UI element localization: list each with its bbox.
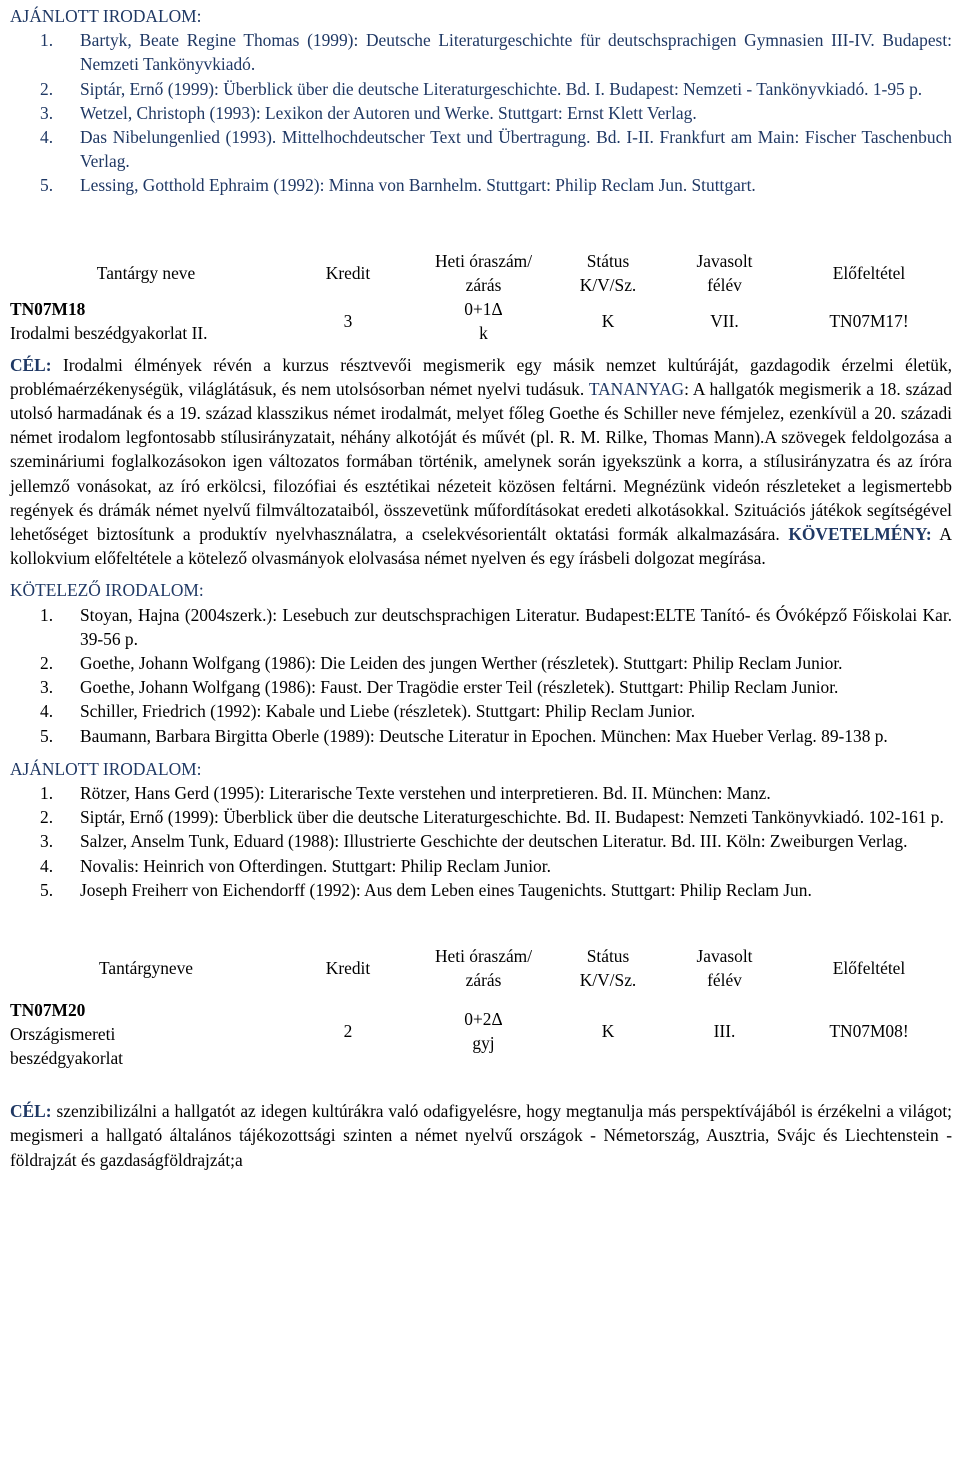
recommended-literature-section-2: [10, 757, 952, 902]
header-semester: Javasolt félév: [696, 250, 753, 295]
requirement-text: A kollokvium előfeltétele a kötelező olvasmányok elolvasása német nyelven és egy írásbeli dolgozat megírása.: [10, 524, 952, 569]
header-semester: Javasolt félév: [696, 946, 753, 991]
mandatory-literature-section: [10, 578, 952, 747]
course-name-cell: [10, 297, 282, 345]
content-label: TANANYAG: [588, 378, 685, 399]
reference-item: 3. Wetzel, Christoph (1993): Lexikon der Autoren und Werke. Stuttgart: Ernst Klett Verlag.: [40, 102, 697, 123]
recommended-literature-section-1: [10, 4, 952, 198]
header-status: Státus K/V/Sz.: [579, 250, 637, 295]
course-table-header-row: [10, 944, 952, 992]
status-value: K: [601, 1021, 615, 1042]
header-kredit: Kredit: [325, 958, 371, 979]
status-value: K: [601, 310, 615, 331]
goal-label: CÉL:: [10, 1101, 52, 1122]
goal-text: Irodalmi élmények révén a kurzus résztvevői megismerik egy másik nemzet kultúráját, gazdagodik érzelmi életük, problémaérzékenységük, világlátásuk, és nem utolsósorban német nyelvi tudásuk.: [10, 354, 952, 399]
reference-item: 5. Lessing, Gotthold Ephraim (1992): Minna von Barnhelm. Stuttgart: Philip Reclam Jun. Stuttgart.: [40, 175, 756, 196]
semester-value: III.: [713, 1021, 736, 1042]
course-title: beszédgyakorlat: [10, 1048, 123, 1069]
hours-value: 0+2Δ gyj: [464, 1009, 503, 1054]
prerequisite-value: TN07M17!: [829, 310, 909, 331]
header-status: Státus K/V/Sz.: [579, 946, 637, 991]
reference-item: 1. Rötzer, Hans Gerd (1995): Literarische Texte verstehen und interpretieren. Bd. II. München: Manz.: [40, 783, 771, 804]
course-title: Országismereti: [10, 1024, 116, 1045]
header-prerequisite: Előfeltétel: [832, 958, 906, 979]
kredit-value: 2: [343, 1021, 353, 1042]
course-code: TN07M20: [10, 1000, 86, 1021]
reference-item: 2. Goethe, Johann Wolfgang (1986): Die Leiden des jungen Werther (részletek). Stuttgart: Philip Reclam Junior.: [40, 653, 843, 674]
course-table-tn07m20: [10, 944, 952, 1070]
kredit-value: 3: [343, 310, 353, 331]
reference-item: 4. Novalis: Heinrich von Ofterdingen. Stuttgart: Philip Reclam Junior.: [40, 855, 551, 876]
section-heading: AJÁNLOTT IRODALOM:: [10, 758, 202, 779]
reference-item: 1. Stoyan, Hajna (2004szerk.): Lesebuch zur deutschsprachigen Literatur. Budapest:ELTE Tanító- és Óvóképző Főiskolai Kar. 39-56 p.: [40, 604, 952, 649]
requirement-label: KÖVETELMÉNY:: [788, 524, 932, 545]
course-table-tn07m18: [10, 249, 952, 345]
reference-item: 5. Joseph Freiherr von Eichendorff (1992): Aus dem Leben eines Taugenichts. Stuttgart: Philip Reclam Jun.: [40, 879, 812, 900]
reference-item: 3. Goethe, Johann Wolfgang (1986): Faust. Der Tragödie erster Teil (részletek). Stuttgart: Philip Reclam Junior.: [40, 677, 839, 698]
header-kredit: Kredit: [325, 262, 371, 283]
reference-item: 4. Schiller, Friedrich (1992): Kabale und Liebe (részletek). Stuttgart: Philip Reclam Junior.: [40, 701, 696, 722]
reference-item: 2. Siptár, Ernő (1999): Überblick über die deutsche Literaturgeschichte. Bd. I. Budapest: Nemzeti - Tankönyvkiadó. 1-95 p.: [40, 78, 923, 99]
header-hours: Heti óraszám/ zárás: [434, 946, 533, 991]
reference-item: 4. Das Nibelungenlied (1993). Mittelhochdeutscher Text und Übertragung. Bd. I-II. Frankfurt am Main: Fischer Taschenbuch Verlag.: [40, 127, 952, 172]
course-table-data-row: [10, 297, 952, 345]
goal-text: szenzibilizálni a hallgatót az idegen kultúrákra való odafigyelésre, hogy megtanulja más perspektívájából is érzékelni a világot; megismeri a hallgató általános tájékozottsági szinten a német nyelvű országok - Németország, Ausztria, Svájc és Liechtenstein - földrajzát és gazdaságföldrajzát;a: [10, 1101, 952, 1170]
course-name-cell: [10, 992, 282, 1070]
reference-item: 5. Baumann, Barbara Birgitta Oberle (1989): Deutsche Literatur in Epochen. München: Max Hueber Verlag. 89-138 p.: [40, 725, 888, 746]
method-text: A szövegek feldolgozása a szemináriumi foglalkozásokon igen változatos formában történik, amelynek során igyekszünk a korra, a stílusirányzatra és az íróra jellemző vonásokat, az író erkölcsi, filozófiai és esztétikai nézeteit közösen feltárni. Megnézünk videón részleteket a legismertebb regények és drámák német nyelvű filmváltozataiból, összevetünk műfordításokat eredeti alkotásokkal. Szituációs játékok segítségével lehetőséget biztosítunk a produktív nyelvhasználatra, a cselekvésorientált oktatási formák alkalmazására.: [10, 427, 953, 545]
prerequisite-value: TN07M08!: [829, 1021, 909, 1042]
course-code: TN07M18: [10, 298, 86, 319]
header-hours: Heti óraszám/ zárás: [434, 250, 533, 295]
header-course-name: Tantárgyneve: [98, 958, 194, 979]
course-table-data-row: [10, 992, 952, 1070]
header-course-name: Tantárgy neve: [96, 262, 196, 283]
content-text: : A hallgatók megismerik a 18. század utolsó harmadának és a 19. század klasszikus német irodalmát, melyet főleg Goethe és Schiller neve fémjelez, ezenkívül a 20. századi német irodalom legfontosabb stílusirányzatait, néhány alkotóját és művét (pl. R. M. Rilke, Thomas Mann).: [10, 378, 952, 448]
hours-value: 0+1Δ k: [464, 298, 503, 343]
section-heading: AJÁNLOTT IRODALOM:: [10, 6, 202, 26]
reference-item: 2. Siptár, Ernő (1999): Überblick über die deutsche Literaturgeschichte. Bd. II. Budapest: Nemzeti Tankönyvkiadó. 102-161 p.: [40, 807, 944, 828]
header-prerequisite: Előfeltétel: [832, 262, 906, 283]
course-description: [10, 353, 952, 571]
section-heading: KÖTELEZŐ IRODALOM:: [10, 580, 204, 601]
course-table-header-row: [10, 249, 952, 297]
course-title: Irodalmi beszédgyakorlat II.: [10, 322, 208, 343]
goal-label: CÉL:: [10, 354, 52, 375]
reference-item: 1. Bartyk, Beate Regine Thomas (1999): Deutsche Literaturgeschichte für deutschsprachigen Gymnasien III-IV. Budapest: Nemzeti Tankönyvkiadó.: [40, 30, 952, 75]
reference-item: 3. Salzer, Anselm Tunk, Eduard (1988): Illustrierte Geschichte der deutschen Literatur. Bd. III. Köln: Zweiburgen Verlag.: [40, 831, 908, 852]
semester-value: VII.: [710, 310, 739, 331]
course-description: [10, 1099, 952, 1172]
